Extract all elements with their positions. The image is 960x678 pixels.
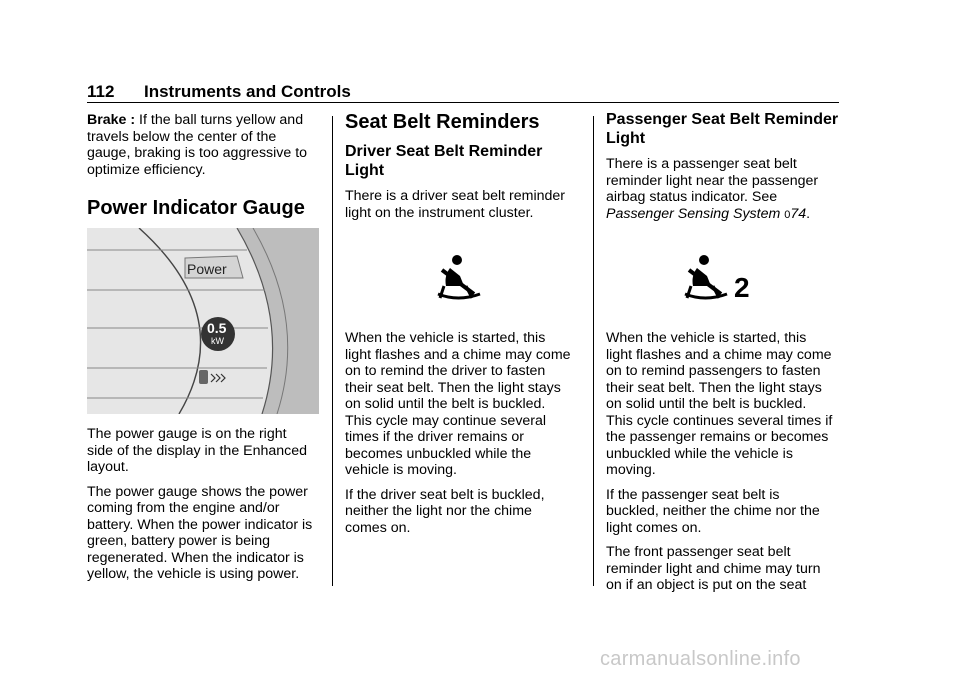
page-header [87, 82, 839, 104]
power-indicator-heading: Power Indicator Gauge [87, 197, 305, 219]
column-1 [87, 112, 327, 220]
passenger-icon-number: 2 [734, 272, 750, 303]
column-3 [606, 110, 846, 231]
gauge-label: Power [187, 261, 227, 277]
header-rule [87, 102, 839, 103]
page-ref-arrow: 0 [784, 208, 791, 221]
passenger-seatbelt-subheading: Passenger Seat Belt Reminder Light [606, 111, 839, 147]
driver-para-1: When the vehicle is started, this light flashes and a chime may come on to remind the driver to fasten their seat belt. Then the light stays on solid until the belt is buckled. This cycle may continue several times if the driver remains or becomes unbuckled while the vehicle is moving. [345, 330, 571, 478]
power-gauge-illustration [87, 228, 319, 414]
power-gauge-para-1: The power gauge is on the right side of the display in the Enhanced layout. [87, 426, 308, 475]
column-divider-1 [332, 116, 333, 586]
brake-paragraph [87, 112, 327, 178]
page-ref-number[interactable]: 74 [790, 205, 807, 222]
gauge-value: 0.5 [207, 320, 227, 336]
passenger-sensing-link[interactable]: Passenger Sensing System [606, 205, 781, 222]
column-2 [345, 110, 585, 229]
watermark: carmanualsonline.info [600, 648, 801, 670]
page-number: 112 [87, 82, 115, 101]
column-1-lower [87, 426, 327, 591]
section-title: Instruments and Controls [144, 82, 351, 101]
driver-seatbelt-icon [430, 254, 488, 300]
column-3-lower [606, 330, 846, 602]
power-gauge-graphic [87, 228, 319, 414]
driver-intro: There is a driver seat belt reminder light on the instrument cluster. [345, 188, 565, 221]
brake-label: Brake : [87, 112, 136, 128]
brake-text: If the ball turns yellow and travels below the center of the gauge, braking is too aggressive to optimize efficiency. [87, 112, 308, 178]
driver-seatbelt-subheading: Driver Seat Belt Reminder Light [345, 143, 543, 179]
passenger-para-1: When the vehicle is started, this light flashes and a chime may come on to remind passengers to fasten their seat belt. Then the light stays on solid until the belt is buckled. This cycle continues several times if the passenger remains or becomes unbuckled while the vehicle is moving. [606, 330, 833, 478]
passenger-para-3: The front passenger seat belt reminder light and chime may turn on if an object is put on the seat [606, 544, 821, 593]
driver-para-2: If the driver seat belt is buckled, neither the light nor the chime comes on. [345, 486, 545, 536]
seat-belt-reminders-heading: Seat Belt Reminders [345, 111, 540, 133]
passenger-intro: There is a passenger seat belt reminder light near the passenger airbag status indicator. See Passenger Sensing System 074. [606, 156, 819, 222]
column-2-lower [345, 330, 585, 544]
passenger-seatbelt-icon [676, 254, 756, 304]
passenger-para-2: If the passenger seat belt is buckled, neither the chime nor the light comes on. [606, 486, 820, 536]
column-divider-2 [593, 116, 594, 586]
gauge-unit: kW [211, 336, 224, 346]
power-gauge-para-2: The power gauge shows the power coming from the engine and/or battery. When the power indicator is green, battery power is being regenerated. When the indicator is yellow, the vehicle is using power. [87, 483, 313, 582]
